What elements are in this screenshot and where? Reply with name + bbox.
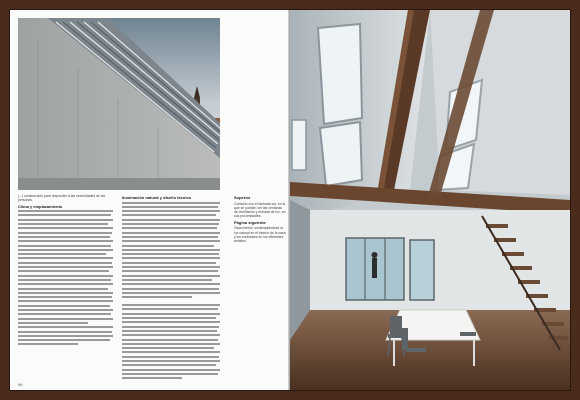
page-number: 96 [18,382,23,387]
interior-photo [290,10,570,390]
text-column-1 [18,194,113,384]
section-heading-climate: Clima y emplazamiento [18,203,63,209]
roof-windows-photo [18,18,220,190]
magazine-spread [10,10,570,390]
text-column-2 [122,194,220,384]
caption-bottom: Vista interior, contemplándose la luz natural en el interior de la casa y los contrastes en los diferentes ámbitos. [234,226,286,244]
caption-top: Contacto con el fachada sur, en la que se pueden ver las ventanas de ventilación y entrada de luz, en sus proximidades. [234,201,286,219]
body-text-lines [122,202,220,299]
section-heading-light: Iluminación natural y diseño técnico [122,195,192,200]
roof-windows-illustration [18,18,220,190]
caption-title-bottom: Página siguiente [234,219,266,225]
attic-interior-illustration [290,10,570,390]
intro-text: (...) construcción para responder a las necesidades de las personas. [18,194,106,203]
body-text-lines [18,210,113,345]
caption-column [234,194,286,314]
body-text-lines-2 [122,304,220,379]
caption-title-top: Superior [234,195,251,200]
left-page [10,10,290,390]
